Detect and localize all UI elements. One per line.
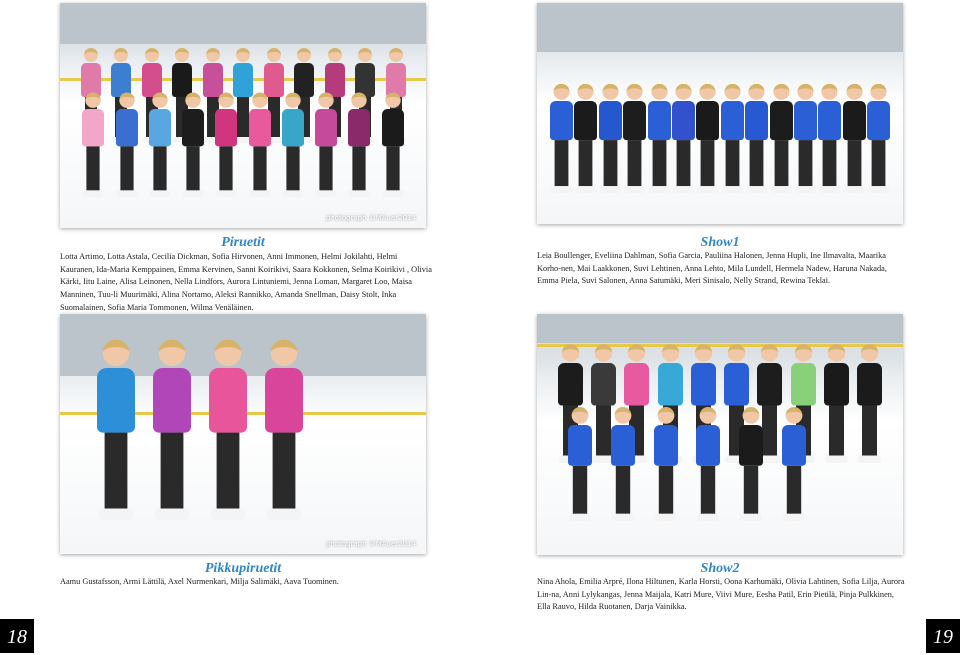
- show1-title: Show1: [700, 235, 740, 250]
- skater-figure: [382, 92, 404, 197]
- piruetit-title: Piruetit: [221, 235, 265, 250]
- skater-figure: [794, 84, 817, 193]
- skater-figure: [824, 345, 849, 464]
- skater-figure: [867, 84, 890, 193]
- rink-ceiling: [537, 3, 903, 52]
- skater-figure: [696, 407, 720, 521]
- rink-ceiling: [60, 3, 426, 44]
- skater-figure: [739, 407, 763, 521]
- rink-ceiling: [537, 314, 903, 343]
- skater-figure: [149, 92, 171, 197]
- skater-figure: [599, 84, 622, 193]
- skater-figure: [782, 407, 806, 521]
- skater-figure: [696, 84, 719, 193]
- skater-figure: [153, 340, 191, 521]
- page-number-left: 18: [0, 619, 34, 653]
- pikkupiruetit-title: Pikkupiruetit: [204, 561, 282, 576]
- show2-names: Nina Ahola, Emilia Arpré, Ilona Hiltunen, Karla Horsti, Oona Karhumäki, Olivia Lahtinen, Sofia Lilja, Aurora Lin-na, Anni Lylykangas, Jenna Maijala, Katri Mure, Viivi Mure, Eesha Patil, Erin Pietilä, Pinja Pulkkinen, Ella Rauvo, Hilda Ruotanen, Darja Vainikka.: [537, 577, 905, 612]
- skater-figure: [97, 340, 135, 521]
- skater-figure: [672, 84, 695, 193]
- skater-figure: [116, 92, 138, 197]
- page-number-right: 19: [926, 619, 960, 653]
- skater-figure: [315, 92, 337, 197]
- show2-group-photo: [537, 314, 903, 555]
- skater-figure: [843, 84, 866, 193]
- skater-figure: [721, 84, 744, 193]
- skater-figure: [249, 92, 271, 197]
- skater-figure: [215, 92, 237, 197]
- skater-figure: [745, 84, 768, 193]
- skater-figure: [623, 84, 646, 193]
- photo-watermark: photograph ©MAuer2014: [325, 540, 416, 548]
- pikkupiruetit-names: Aamu Gustafsson, Armi Lättilä, Axel Nurmenkari, Milja Salimäki, Aava Tuominen.: [60, 577, 339, 586]
- pikkupiruetit-group-photo: [60, 314, 426, 554]
- skater-figure: [654, 407, 678, 521]
- skater-figure: [568, 407, 592, 521]
- show1-names: Leia Boullenger, Eveliina Dahlman, Sofia Garcia, Pauliina Halonen, Jenna Hupli, Ine Ilmavalta, Maarika Korho-nen, Mai Laakkonen, Suvi Lehtinen, Anna Lehto, Mila Lundell, Hermela Nadew, Haruna Nakada, Emma Piela, Suvi Salonen, Anna Satumäki, Meri Sinisalo, Nelly Strand, Rewina Teklai.: [537, 251, 887, 286]
- skater-figure: [818, 84, 841, 193]
- skater-figure: [82, 92, 104, 197]
- photo-watermark: photograph ©MAuer2014: [325, 214, 416, 222]
- show2-title: Show2: [700, 561, 740, 576]
- skater-figure: [550, 84, 573, 193]
- show1-group-photo: [537, 3, 903, 224]
- skater-figure: [574, 84, 597, 193]
- skater-figure: [611, 407, 635, 521]
- piruetit-names: Lotta Artimo, Lotta Astala, Cecilia Dickman, Sofia Hirvonen, Anni Immonen, Helmi Jokilahti, Helmi Kauranen, Ida-Maria Kemppainen, Emma Kervinen, Sanni Koirikivi, Saara Kokkonen, Selma Koirikivi , Olivia Kärki, Iitu Laine, Alisa Leinonen, Nella Lindfors, Aurora Lintuniemi, Jenna Loman, Margaret Loo, Maisa Manninen, Tuu-li Muurimäki, Alina Nortamo, Aleksi Rannikko, Amanda Snellman, Daisy Stolt, Inka Suomalainen, Sofia Maria Tommonen, Wilma Venäläinen.: [60, 252, 432, 312]
- skater-figure: [282, 92, 304, 197]
- skater-figure: [182, 92, 204, 197]
- skater-figure: [348, 92, 370, 197]
- piruetit-group-photo: [60, 3, 426, 228]
- skater-figure: [857, 345, 882, 464]
- skater-figure: [265, 340, 303, 521]
- skater-figure: [209, 340, 247, 521]
- skater-figure: [770, 84, 793, 193]
- skater-figure: [648, 84, 671, 193]
